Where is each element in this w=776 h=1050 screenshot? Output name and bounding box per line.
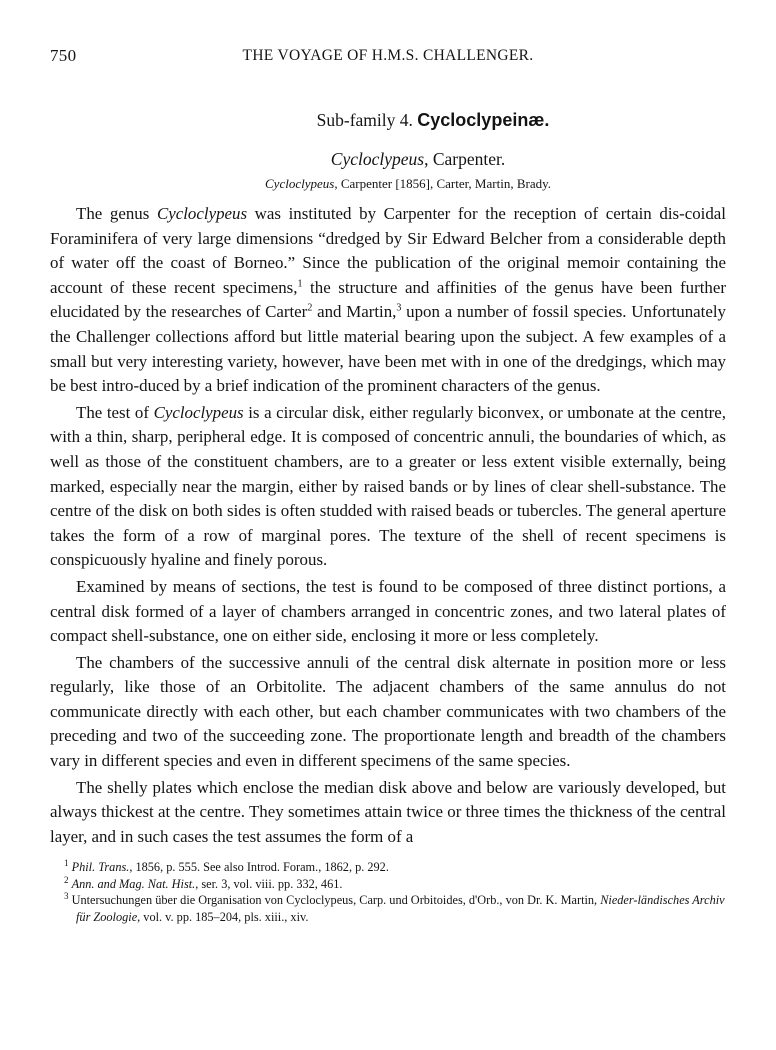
footnote-3-text-b: , vol. v. pp. 185–204, pls. xiii., xiv. <box>137 909 309 924</box>
genus-name: Cycloclypeus <box>330 149 425 169</box>
synonymy-rest: , Carpenter [1856], Carter, Martin, Brady. <box>334 176 551 191</box>
running-title: THE VOYAGE OF H.M.S. CHALLENGER. <box>242 47 534 64</box>
paragraph-3: Examined by means of sections, the test is found to be composed of three distinct portions, a central disk formed of a layer of chambers arranged in concentric zones, and two lateral plates of compact shell-substance, one on either side, enclosing it more or less completely. <box>50 576 726 646</box>
genus-heading <box>110 149 726 170</box>
body-text <box>50 202 726 849</box>
page <box>50 46 726 925</box>
footnote-3-journal: Nieder-ländisches Archiv für Zoologie <box>76 893 725 924</box>
running-head <box>50 46 726 70</box>
footnote-3-mark: 3 <box>64 891 69 902</box>
paragraph-1 <box>50 202 726 399</box>
footnote-ref-2: 2 <box>307 302 313 314</box>
paragraph-2 <box>50 401 726 573</box>
p1-text-e: upon a number of fossil species. Unfortunately the Challenger collections afford but little material bearing upon the subject. A few examples of a small but very interesting variety, however, have been met with in one of the dredgings, which may be best intro-duced by a brief indication of the prominent characters of the genus. <box>50 302 726 396</box>
p1-text-d: and Martin, <box>312 302 397 322</box>
genus-authority: , Carpenter. <box>424 149 506 169</box>
footnote-1-journal: Phil. Trans. <box>71 860 130 875</box>
synonymy-genus: Cycloclypeus <box>265 176 335 191</box>
footnote-2-mark: 2 <box>64 874 69 885</box>
p1-genus: Cycloclypeus <box>156 204 248 223</box>
footnote-1 <box>50 859 726 876</box>
subfamily-prefix: Sub-family 4. <box>316 110 413 130</box>
p2-genus: Cycloclypeus <box>153 402 244 422</box>
footnote-1-mark: 1 <box>64 858 69 869</box>
footnotes <box>50 859 726 925</box>
footnote-ref-1: 1 <box>297 278 303 290</box>
footnote-2-rest: , ser. 3, vol. viii. pp. 332, 461. <box>195 876 343 891</box>
p1-text-c: the structure and affinities of the genus have been further elucidated by the researches of Carter <box>50 277 726 322</box>
p2-text-b: is a circular disk, either regularly biconvex, or umbonate at the centre, with a thin, sharp, peripheral edge. It is composed of concentric annuli, the boundaries of which, as well as those of the constituent chambers, are to a greater or less extent visible externally, being marked, especially near the margin, either by raised bands or by lines of clear shell-substance. The centre of the disk on both sides is often studded with raised beads or tubercles. The general aperture takes the form of a row of marginal pores. The texture of the shell of recent specimens is conspicuously hyaline and finely porous. <box>50 402 726 570</box>
subfamily-heading <box>140 110 726 131</box>
synonymy-line <box>90 176 726 192</box>
footnote-2-journal: Ann. and Mag. Nat. Hist. <box>71 876 196 891</box>
p2-text-a: The test of <box>76 402 154 422</box>
footnote-3-text-a: Untersuchungen über die Organisation von Cycloclypeus, Carp. und Orbitoides, d'Orb., von Dr. K. Martin, <box>71 893 601 908</box>
p1-text-a: The genus <box>76 204 157 223</box>
footnote-ref-3: 3 <box>396 302 402 314</box>
footnote-1-rest: , 1856, p. 555. See also Introd. Foram., 1862, p. 292. <box>129 860 389 875</box>
p1-text-b: was instituted by Carpenter for the reception of certain dis-coidal Foraminifera of very large dimensions “dredged by Sir Edward Belcher from a considerable depth of water off the coast of Borneo.” Since the publication of the original memoir containing the account of these recent specimens, <box>50 204 726 297</box>
footnote-2 <box>50 876 726 893</box>
page-number: 750 <box>50 46 77 65</box>
footnote-3 <box>50 892 726 925</box>
paragraph-4: The chambers of the successive annuli of the central disk alternate in position more or less regularly, like those of an Orbitolite. The adjacent chambers of the same annulus do not communicate directly with each other, but each chamber communicates with two chambers of the preceding and two of the succeeding zone. The proportionate length and breadth of the chambers vary in different species and even in different specimens of the same species. <box>50 652 726 771</box>
paragraph-5: The shelly plates which enclose the median disk above and below are variously developed, but always thickest at the centre. They sometimes attain twice or three times the thickness of the central layer, and in such cases the test assumes the form of a <box>50 777 726 846</box>
subfamily-name: Cycloclypeinæ. <box>417 110 550 130</box>
